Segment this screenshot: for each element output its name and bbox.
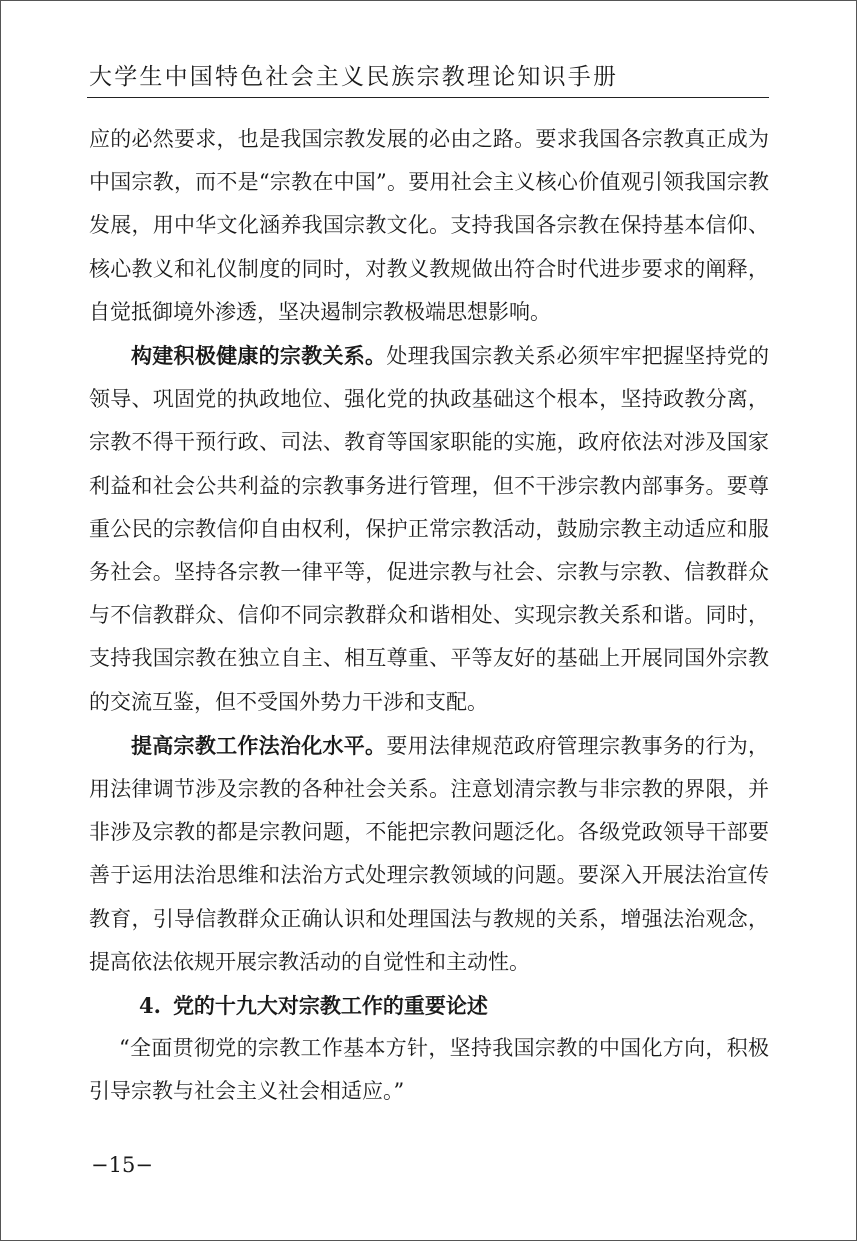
paragraph-continued: 应的必然要求，也是我国宗教发展的必由之路。要求我国各宗教真正成为中国宗教，而不是“宗教在中国”。要用社会主义核心价值观引领我国宗教发展，用中华文化涵养我国宗教文化。支持我国各宗教在保持基本信仰、核心教义和礼仪制度的同时，对教义教规做出符合时代进步要求的阐释，自觉抵御境外渗透，坚决遏制宗教极端思想影响。 [89, 127, 769, 324]
body-text [89, 118, 769, 1114]
section-heading-4 [89, 984, 769, 1027]
paragraph-text-relations: 处理我国宗教关系必须牢牢把握坚持党的领导、巩固党的执政地位、强化党的执政基础这个根本，坚持政教分离，宗教不得干预行政、司法、教育等国家职能的实施，政府依法对涉及国家利益和社会公共利益的宗教事务进行管理，但不干涉宗教内部事务。要尊重公民的宗教信仰自由权利，保护正常宗教活动，鼓励宗教主动适应和服务社会。坚持各宗教一律平等，促进宗教与社会、宗教与宗教、信教群众与不信教群众、信仰不同宗教群众和谐相处、实现宗教关系和谐。同时，支持我国宗教在独立自主、相互尊重、平等友好的基础上开展同国外宗教的交流互鉴，但不受国外势力干涉和支配。 [89, 344, 770, 714]
section-title: 党的十九大对宗教工作的重要论述 [172, 993, 488, 1019]
paragraph-rule-of-law [89, 724, 769, 984]
section-number: 4. [139, 993, 161, 1019]
page-number: −15− [91, 1153, 153, 1177]
paragraph-lead-law: 提高宗教工作法治化水平。 [131, 732, 387, 758]
running-header-title: 大学生中国特色社会主义民族宗教理论知识手册 [89, 64, 619, 90]
header-rule [87, 97, 769, 98]
paragraph-lead-relations: 构建积极健康的宗教关系。 [131, 343, 387, 369]
quote-paragraph: “全面贯彻党的宗教工作基本方针，坚持我国宗教的中国化方向，积极引导宗教与社会主义社会相适应。” [89, 1036, 769, 1104]
paragraph-religious-relations [89, 334, 769, 724]
paragraph-text-law: 要用法律规范政府管理宗教事务的行为，用法律调节涉及宗教的各种社会关系。注意划清宗教与非宗教的界限，并非涉及宗教的都是宗教问题，不能把宗教问题泛化。各级党政领导干部要善于运用法治思维和法治方式处理宗教领域的问题。要深入开展法治宣传教育，引导信教群众正确认识和处理国法与教规的关系，增强法治观念，提高依法依规开展宗教活动的自觉性和主动性。 [89, 733, 770, 974]
